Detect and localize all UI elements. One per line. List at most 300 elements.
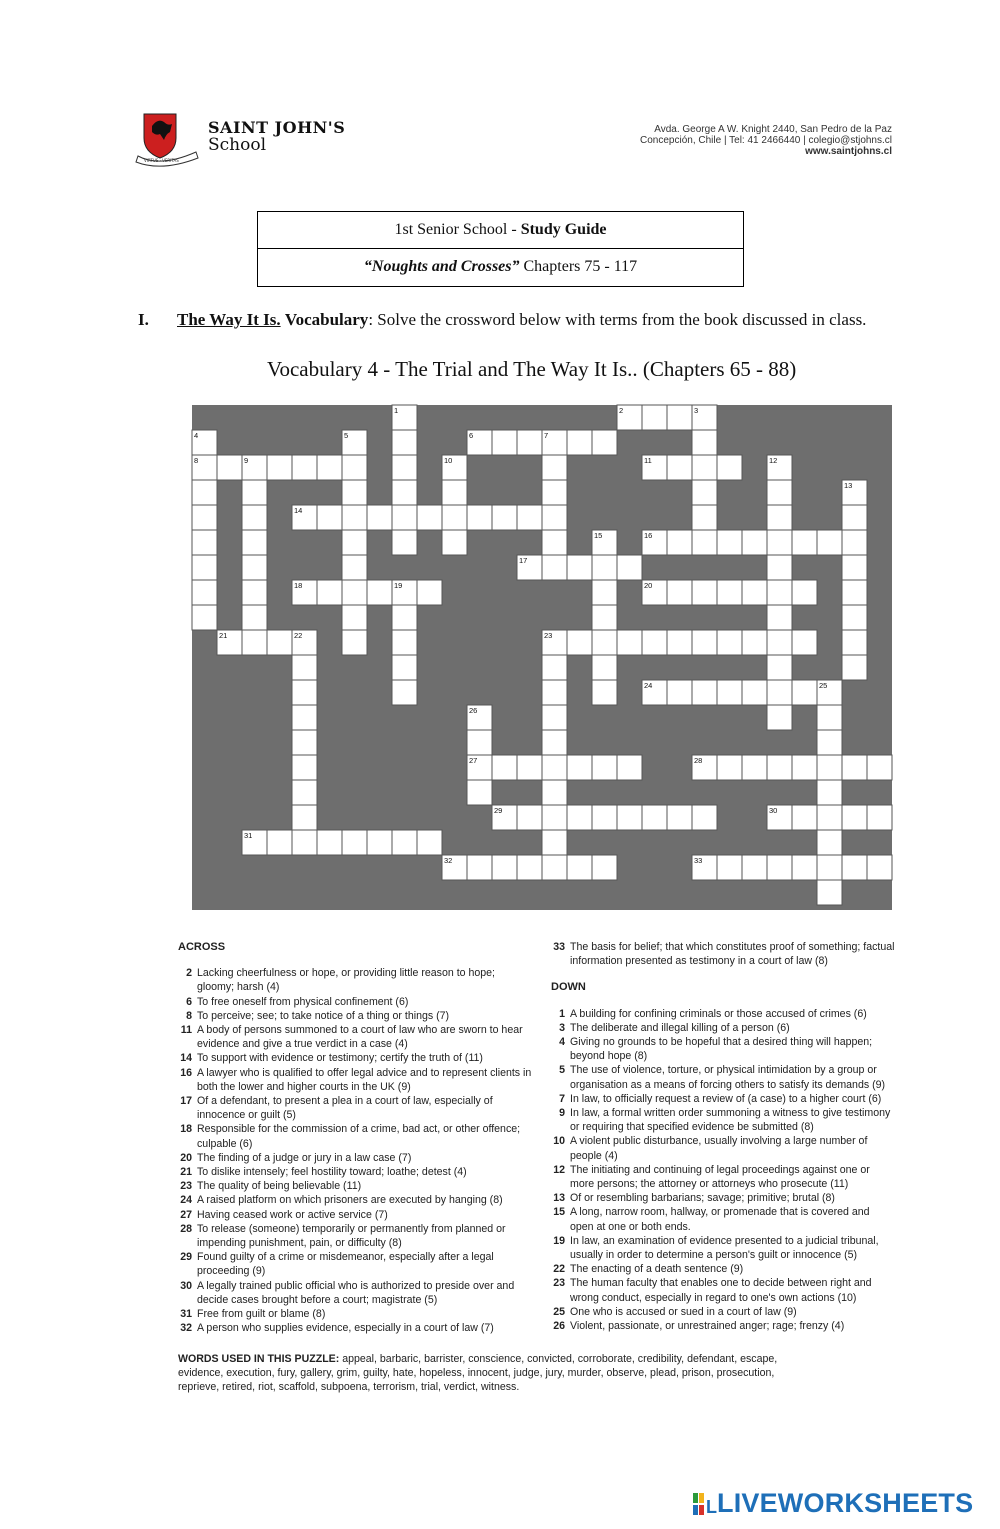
- crossword-cell[interactable]: [742, 680, 767, 705]
- crossword-cell[interactable]: [592, 605, 617, 630]
- crossword-cell[interactable]: [792, 805, 817, 830]
- crossword-cell[interactable]: [267, 630, 292, 655]
- crossword-cell[interactable]: [342, 555, 367, 580]
- crossword-cell[interactable]: [792, 680, 817, 705]
- crossword-cell[interactable]: [867, 755, 892, 780]
- clue-item: [178, 1222, 533, 1250]
- crossword-cell[interactable]: [317, 830, 342, 855]
- crossword-cell[interactable]: [667, 530, 692, 555]
- across-clue-continued: [551, 940, 896, 968]
- crossword-cell[interactable]: [442, 505, 467, 530]
- clue-number-label: 8: [194, 456, 199, 465]
- crossword-cell[interactable]: [492, 505, 517, 530]
- crossword-cell[interactable]: [717, 455, 742, 480]
- crossword-cell[interactable]: [742, 755, 767, 780]
- word-bank-label: WORDS USED IN THIS PUZZLE:: [178, 1353, 340, 1365]
- crossword-cell[interactable]: [492, 755, 517, 780]
- crossword-cell[interactable]: [292, 705, 317, 730]
- crossword-cell[interactable]: [767, 630, 792, 655]
- crossword-cell[interactable]: [767, 555, 792, 580]
- crossword-cell[interactable]: [617, 555, 642, 580]
- crossword-cell[interactable]: [867, 805, 892, 830]
- clue-text: Having ceased work or active service (7): [197, 1208, 388, 1221]
- crossword-cell[interactable]: [592, 755, 617, 780]
- crossword-cell[interactable]: [292, 730, 317, 755]
- crossword-cell[interactable]: [567, 805, 592, 830]
- crossword-cell[interactable]: [817, 780, 842, 805]
- clue-number: 9: [559, 1107, 565, 1120]
- crossword-cell[interactable]: [792, 580, 817, 605]
- crossword-cell[interactable]: [292, 680, 317, 705]
- clue-number: 12: [553, 1163, 565, 1176]
- crossword-cell[interactable]: [692, 630, 717, 655]
- crossword-cell[interactable]: [542, 780, 567, 805]
- crossword-cell[interactable]: [692, 430, 717, 455]
- crossword-cell[interactable]: [592, 805, 617, 830]
- crossword-cell[interactable]: [392, 430, 417, 455]
- crossword-cell[interactable]: [617, 630, 642, 655]
- clue-text: To perceive; see; to take notice of a thing or things (7): [197, 1009, 450, 1022]
- clue-text: A long, narrow room, hallway, or promenade that is covered and open at one or both ends.: [570, 1206, 870, 1233]
- crossword-cell[interactable]: [842, 555, 867, 580]
- crossword-cell[interactable]: [717, 855, 742, 880]
- crossword-cell[interactable]: [817, 530, 842, 555]
- crossword-cell[interactable]: [767, 530, 792, 555]
- crossword-cell[interactable]: [292, 755, 317, 780]
- section-text: : Solve the crossword below with terms from the book discussed in class.: [368, 310, 867, 329]
- clue-item: [178, 1179, 533, 1193]
- crossword-cell[interactable]: [267, 455, 292, 480]
- clue-text: The deliberate and illegal killing of a person (6): [570, 1021, 790, 1034]
- crossword-cell[interactable]: [642, 805, 667, 830]
- clue-number-label: 10: [444, 456, 453, 465]
- crossword-cell[interactable]: [367, 580, 392, 605]
- crossword-cell[interactable]: [592, 630, 617, 655]
- school-website: www.saintjohns.cl: [805, 146, 892, 157]
- crossword-cell[interactable]: [192, 530, 217, 555]
- clue-text: The enacting of a death sentence (9): [570, 1263, 744, 1276]
- crossword-cell[interactable]: [392, 830, 417, 855]
- crossword-cell[interactable]: [517, 505, 542, 530]
- clue-item: [551, 1319, 896, 1333]
- crossword-cell[interactable]: [367, 830, 392, 855]
- clue-text: The use of violence, torture, or physical intimidation by a group or organisation as a means of forcing others to satisfy its demands (9): [570, 1064, 886, 1091]
- across-heading: ACROSS: [178, 941, 226, 953]
- clue-number: 28: [180, 1222, 192, 1235]
- clue-text: Giving no grounds to be hopeful that a desired thing will happen; beyond hope (8): [570, 1036, 873, 1063]
- clue-number: 8: [186, 1009, 192, 1022]
- clue-text: In law, to officially request a review of (a case) to a higher court (6): [570, 1092, 882, 1105]
- clue-number: 13: [553, 1192, 565, 1205]
- crossword-cell[interactable]: [317, 455, 342, 480]
- crossword-cell[interactable]: [367, 505, 392, 530]
- crossword-cell[interactable]: [392, 455, 417, 480]
- clue-item: [178, 1122, 533, 1150]
- crossword-cell[interactable]: [742, 580, 767, 605]
- crossword-cell[interactable]: [592, 430, 617, 455]
- clue-text: Of or resembling barbarians; savage; primitive; brutal (8): [570, 1192, 835, 1205]
- book-title: “Noughts and Crosses”: [363, 258, 520, 275]
- crossword-cell[interactable]: [342, 630, 367, 655]
- clue-item: [178, 1009, 533, 1023]
- clue-number: 1: [559, 1007, 565, 1020]
- clue-number-label: 22: [294, 631, 303, 640]
- clue-number-label: 11: [644, 456, 652, 465]
- clue-number-label: 31: [244, 831, 253, 840]
- clue-number-label: 7: [544, 431, 549, 440]
- clue-item: [551, 1163, 896, 1191]
- crossword-cell[interactable]: [767, 705, 792, 730]
- clue-text: In law, an examination of evidence presented to a judicial tribunal, usually in order to determine a person's guilt or innocence (5): [570, 1234, 879, 1262]
- crossword-cell[interactable]: [692, 805, 717, 830]
- clue-number-label: 26: [469, 706, 478, 715]
- crossword-cell[interactable]: [617, 805, 642, 830]
- clue-item: [551, 1063, 896, 1091]
- crossword-cell[interactable]: [842, 655, 867, 680]
- crossword-cell[interactable]: [467, 855, 492, 880]
- crossword-cell[interactable]: [767, 755, 792, 780]
- clue-number: 14: [180, 1052, 192, 1065]
- crossword-cell[interactable]: [317, 505, 342, 530]
- crossword-cell[interactable]: [567, 855, 592, 880]
- clue-number: 15: [553, 1206, 565, 1219]
- clue-text: A building for confining criminals or those accused of crimes (6): [570, 1007, 867, 1020]
- crossword-cell[interactable]: [192, 480, 217, 505]
- crossword-cell[interactable]: [592, 555, 617, 580]
- crossword-cell[interactable]: [192, 605, 217, 630]
- clue-text: Violent, passionate, or unrestrained anger; rage; frenzy (4): [570, 1320, 845, 1333]
- crossword-cell[interactable]: [417, 830, 442, 855]
- clues-left-column: [178, 940, 533, 1335]
- clue-text: A raised platform on which prisoners are executed by hanging (8): [197, 1194, 503, 1207]
- crossword-cell[interactable]: [192, 580, 217, 605]
- crossword-cell[interactable]: [867, 855, 892, 880]
- crossword-cell[interactable]: [392, 480, 417, 505]
- crossword-cell[interactable]: [292, 455, 317, 480]
- study-guide-label: Study Guide: [520, 221, 607, 238]
- crossword-cell[interactable]: [267, 830, 292, 855]
- crossword-cell[interactable]: [767, 655, 792, 680]
- crossword-cell[interactable]: [617, 755, 642, 780]
- crossword-cell[interactable]: [342, 530, 367, 555]
- svg-text:L: L: [706, 1496, 717, 1517]
- crossword-cell[interactable]: [817, 730, 842, 755]
- crossword-cell[interactable]: [592, 580, 617, 605]
- crossword-cell[interactable]: [542, 830, 567, 855]
- clue-number: 18: [180, 1123, 192, 1136]
- clue-number-label: 23: [544, 631, 553, 640]
- clue-item: [178, 1208, 533, 1222]
- clue-number: 5: [559, 1064, 565, 1077]
- section-numeral: I.: [138, 310, 149, 329]
- clue-number-label: 12: [769, 456, 778, 465]
- clue-item: [551, 1092, 896, 1106]
- clue-number-label: 33: [694, 856, 703, 865]
- crossword-cell[interactable]: [467, 730, 492, 755]
- crossword-cell[interactable]: [817, 805, 842, 830]
- crossword-cell[interactable]: [742, 530, 767, 555]
- crossword-cell[interactable]: [717, 530, 742, 555]
- crossword-cell[interactable]: [467, 505, 492, 530]
- crossword-cell[interactable]: [592, 855, 617, 880]
- crossword-cell[interactable]: [592, 655, 617, 680]
- crossword-cell[interactable]: [392, 630, 417, 655]
- crossword-cell[interactable]: [542, 730, 567, 755]
- crossword-cell[interactable]: [792, 530, 817, 555]
- clue-item: [551, 1191, 896, 1205]
- crossword-cell[interactable]: [392, 680, 417, 705]
- crossword-cell[interactable]: [542, 480, 567, 505]
- crossword-grid: [192, 405, 892, 910]
- crossword-cell[interactable]: [667, 405, 692, 430]
- crossword-cell[interactable]: [692, 480, 717, 505]
- clue-number: 23: [553, 1277, 565, 1290]
- clue-number: 32: [180, 1322, 192, 1335]
- clue-number-label: 19: [394, 581, 403, 590]
- crossword-cell[interactable]: [417, 505, 442, 530]
- clue-text: To support with evidence or testimony; certify the truth of (11): [197, 1052, 483, 1065]
- clue-text: A body of persons summoned to a court of law who are sworn to hear evidence and give a true verdict in a case (4): [197, 1024, 523, 1051]
- crossword-cell[interactable]: [567, 630, 592, 655]
- crossword-cell[interactable]: [242, 480, 267, 505]
- clue-number: 19: [553, 1234, 565, 1247]
- crossword-cell[interactable]: [342, 830, 367, 855]
- crossword-cell[interactable]: [767, 605, 792, 630]
- crossword-cell[interactable]: [767, 505, 792, 530]
- crossword-cell[interactable]: [492, 430, 517, 455]
- crossword-cell[interactable]: [667, 580, 692, 605]
- crossword-cell[interactable]: [342, 455, 367, 480]
- crossword-cell[interactable]: [817, 755, 842, 780]
- crossword-cell[interactable]: [742, 630, 767, 655]
- clue-item: [551, 1205, 896, 1233]
- school-name: SAINT JOHN'S: [208, 118, 346, 137]
- crossword-cell[interactable]: [342, 580, 367, 605]
- crossword-cell[interactable]: [542, 655, 567, 680]
- clue-number: 24: [180, 1194, 192, 1207]
- crossword-cell[interactable]: [767, 580, 792, 605]
- crossword-cell[interactable]: [292, 805, 317, 830]
- crossword-cell[interactable]: [242, 630, 267, 655]
- crossword-cell[interactable]: [542, 680, 567, 705]
- clue-number-label: 21: [219, 631, 228, 640]
- crossword-cell[interactable]: [567, 555, 592, 580]
- crossword-cell[interactable]: [517, 805, 542, 830]
- crossword-cell[interactable]: [242, 530, 267, 555]
- clue-number-label: 17: [519, 556, 528, 565]
- address-line-1: Avda. George A W. Knight 2440, San Pedro de la Paz: [654, 124, 892, 135]
- crossword-cell[interactable]: [242, 505, 267, 530]
- clue-number: 7: [559, 1092, 565, 1105]
- crossword-cell[interactable]: [842, 855, 867, 880]
- clue-number: 16: [180, 1066, 192, 1079]
- clue-item: [178, 1023, 533, 1051]
- crossword-cell[interactable]: [792, 630, 817, 655]
- crossword-cell[interactable]: [692, 580, 717, 605]
- crossword-cell[interactable]: [392, 655, 417, 680]
- crossword-cell[interactable]: [292, 655, 317, 680]
- crossword-cell[interactable]: [542, 455, 567, 480]
- crossword-cell[interactable]: [717, 755, 742, 780]
- clue-number-label: 20: [644, 581, 653, 590]
- crossword-cell[interactable]: [292, 830, 317, 855]
- crossword-cell[interactable]: [842, 530, 867, 555]
- crossword-cell[interactable]: [242, 555, 267, 580]
- svg-text:VIRTUS · VERITAS: VIRTUS · VERITAS: [144, 158, 179, 163]
- crossword-cell[interactable]: [642, 405, 667, 430]
- brand-name: LIVEWORKSHEETS: [717, 1488, 974, 1518]
- crossword-cell[interactable]: [717, 630, 742, 655]
- crossword-cell[interactable]: [192, 555, 217, 580]
- clue-item: [178, 1151, 533, 1165]
- crossword-cell[interactable]: [792, 755, 817, 780]
- crossword-cell[interactable]: [542, 505, 567, 530]
- clue-item: [178, 1193, 533, 1207]
- crossword-cell[interactable]: [342, 505, 367, 530]
- clue-item: [178, 1094, 533, 1122]
- crossword-cell[interactable]: [842, 505, 867, 530]
- clue-text: One who is accused or sued in a court of law (9): [570, 1305, 797, 1318]
- clue-number-label: 30: [769, 806, 778, 815]
- crossword-cell[interactable]: [342, 480, 367, 505]
- crossword-cell[interactable]: [842, 755, 867, 780]
- crossword-cell[interactable]: [792, 855, 817, 880]
- crossword-cell[interactable]: [767, 480, 792, 505]
- crossword-cell[interactable]: [742, 855, 767, 880]
- clue-item: [551, 1007, 896, 1021]
- crossword-cell[interactable]: [842, 605, 867, 630]
- crossword-cell[interactable]: [217, 455, 242, 480]
- crossword-cell[interactable]: [517, 855, 542, 880]
- clue-item: [178, 1279, 533, 1307]
- clue-number: 31: [180, 1308, 192, 1321]
- crossword-cell[interactable]: [692, 530, 717, 555]
- school-subtitle: School: [208, 135, 267, 155]
- crossword-cell[interactable]: [767, 855, 792, 880]
- crossword-cell[interactable]: [467, 780, 492, 805]
- crossword-cell[interactable]: [442, 530, 467, 555]
- crossword-cell[interactable]: [442, 480, 467, 505]
- crossword-cell[interactable]: [642, 630, 667, 655]
- clue-number-label: 25: [819, 681, 828, 690]
- crossword-cell[interactable]: [292, 780, 317, 805]
- clue-item: [551, 1134, 896, 1162]
- clue-number: 23: [180, 1180, 192, 1193]
- crossword-cell[interactable]: [542, 755, 567, 780]
- crossword-cell[interactable]: [342, 605, 367, 630]
- word-bank-text: appeal, barbaric, barrister, conscience, convicted, corroborate, credibility, defendant, escape, evidence, execution, fury, gallery, grim, guilty, hate, hopeless, innocent, judge, jury, murder, observe, plead, prison, prosecution, reprieve, retired, riot, scaffold, subpoena, terrorism, trial, verdict, witness.: [178, 1353, 778, 1394]
- crossword-cell[interactable]: [767, 680, 792, 705]
- crossword-cell[interactable]: [517, 430, 542, 455]
- crossword-cell[interactable]: [717, 680, 742, 705]
- crossword-cell[interactable]: [517, 755, 542, 780]
- crossword-cell[interactable]: [817, 705, 842, 730]
- liveworksheets-brand: [693, 1488, 973, 1519]
- crossword-cell[interactable]: [417, 580, 442, 605]
- clue-number-label: 27: [469, 756, 478, 765]
- crossword-cell[interactable]: [392, 530, 417, 555]
- clue-number: 17: [180, 1095, 192, 1108]
- clue-number: 11: [180, 1024, 192, 1037]
- crossword-cell[interactable]: [542, 555, 567, 580]
- clue-number: 25: [553, 1305, 565, 1318]
- clue-number: 4: [559, 1036, 565, 1049]
- clue-number: 2: [186, 967, 192, 980]
- clue-number: 27: [180, 1208, 192, 1221]
- clue-text: The basis for belief; that which constitutes proof of something; factual information presented as testimony in a court of law (8): [570, 941, 895, 968]
- crossword-cell[interactable]: [542, 855, 567, 880]
- crossword-cell[interactable]: [242, 605, 267, 630]
- crossword-cell[interactable]: [542, 530, 567, 555]
- crossword-cell[interactable]: [542, 805, 567, 830]
- title-row-course: [258, 212, 743, 248]
- crossword-cell[interactable]: [392, 505, 417, 530]
- down-clue-list: [551, 1007, 896, 1334]
- crossword-cell[interactable]: [542, 705, 567, 730]
- clue-item: [178, 995, 533, 1009]
- clue-number: 10: [553, 1135, 565, 1148]
- crossword-cell[interactable]: [667, 630, 692, 655]
- word-bank: [178, 1352, 818, 1395]
- crossword-cell[interactable]: [667, 455, 692, 480]
- clue-item: [551, 1234, 896, 1262]
- clue-number-label: 5: [344, 431, 349, 440]
- clue-item: [551, 1276, 896, 1304]
- crossword-cell[interactable]: [667, 680, 692, 705]
- clue-number-label: 14: [294, 506, 303, 515]
- section-heading: The Way It Is.: [177, 310, 281, 329]
- crossword-cell[interactable]: [667, 805, 692, 830]
- clue-text: Free from guilt or blame (8): [197, 1308, 326, 1321]
- school-crest-logo: [136, 112, 202, 166]
- clue-number-label: 18: [294, 581, 303, 590]
- clue-number-label: 3: [694, 406, 699, 415]
- crossword-cell[interactable]: [567, 755, 592, 780]
- liveworksheets-logo-icon: [693, 1491, 715, 1517]
- crossword-cell[interactable]: [492, 855, 517, 880]
- clue-number-label: 4: [194, 431, 199, 440]
- chapters-range: Chapters 75 - 117: [519, 258, 638, 275]
- clue-text: Responsible for the commission of a crime, bad act, or other offence; culpable (6): [197, 1123, 521, 1150]
- crossword-cell[interactable]: [692, 505, 717, 530]
- crossword-cell[interactable]: [817, 830, 842, 855]
- crossword-cell[interactable]: [567, 430, 592, 455]
- crossword-cell[interactable]: [817, 880, 842, 905]
- crossword-cell[interactable]: [842, 805, 867, 830]
- clue-text: The finding of a judge or jury in a law case (7): [197, 1151, 412, 1164]
- clue-number: 21: [180, 1166, 192, 1179]
- crossword-cell[interactable]: [392, 605, 417, 630]
- clue-text: In law, a formal written order summoning a witness to give testimony or requiring that specified evidence be submitted (8): [570, 1107, 891, 1134]
- crossword-cell[interactable]: [592, 680, 617, 705]
- clue-number-label: 15: [594, 531, 603, 540]
- crossword-cell[interactable]: [842, 630, 867, 655]
- crossword-cell[interactable]: [692, 455, 717, 480]
- clue-number: 26: [553, 1320, 565, 1333]
- crossword-cell[interactable]: [717, 580, 742, 605]
- crossword-cell[interactable]: [842, 580, 867, 605]
- crossword-cell[interactable]: [817, 855, 842, 880]
- title-box: [257, 211, 744, 287]
- crossword-cell[interactable]: [192, 505, 217, 530]
- crossword-cell[interactable]: [692, 680, 717, 705]
- school-address: [640, 124, 892, 157]
- crossword-cell[interactable]: [317, 580, 342, 605]
- clue-item: [551, 1021, 896, 1035]
- title-row-book: [258, 248, 743, 285]
- clue-number: 29: [180, 1251, 192, 1264]
- crossword-cell[interactable]: [242, 580, 267, 605]
